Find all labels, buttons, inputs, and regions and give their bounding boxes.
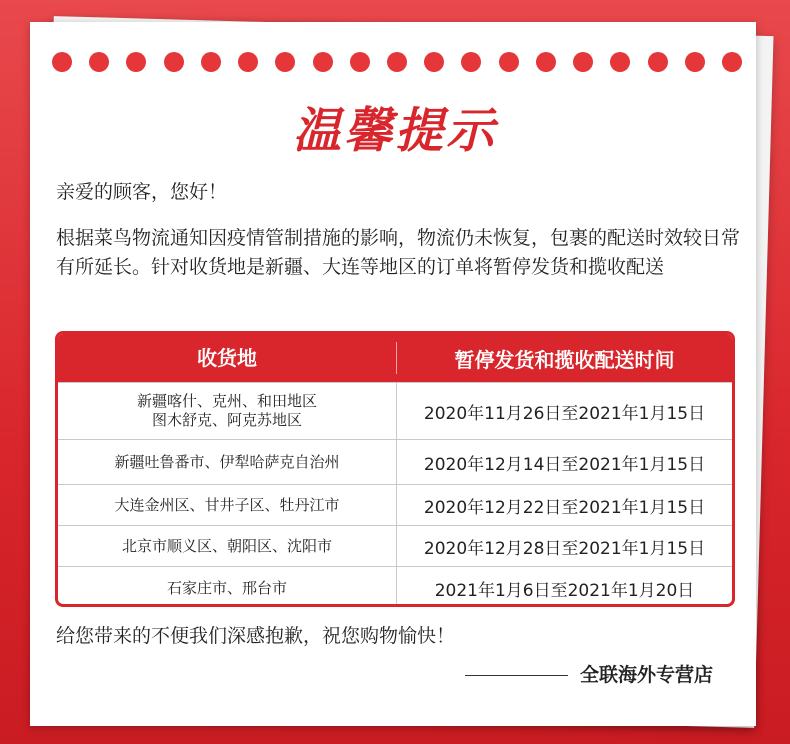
table-row	[58, 525, 732, 566]
binder-hole	[499, 52, 519, 72]
binder-hole	[201, 52, 221, 72]
row-place: 北京市顺义区、朝阳区、沈阳市	[58, 526, 397, 566]
binder-hole	[648, 52, 668, 72]
binder-hole	[610, 52, 630, 72]
row-period: 2020年12月22日至2021年1月15日	[423, 497, 706, 518]
binder-hole	[350, 52, 370, 72]
row-place: 新疆喀什、克州、和田地区 图木舒克、阿克苏地区	[58, 383, 397, 439]
binder-holes	[52, 52, 742, 72]
binder-hole	[313, 52, 333, 72]
suspension-table	[55, 331, 735, 607]
binder-hole	[89, 52, 109, 72]
table-header	[58, 334, 732, 382]
signature-divider	[465, 675, 568, 676]
binder-hole	[685, 52, 705, 72]
binder-hole	[164, 52, 184, 72]
header-period: 暂停发货和揽收配送时间	[454, 347, 675, 372]
header-place: 收货地	[58, 342, 397, 374]
row-period: 2021年1月6日至2021年1月20日	[434, 580, 695, 601]
table-row	[58, 382, 732, 439]
binder-hole	[275, 52, 295, 72]
row-period: 2020年11月26日至2021年1月15日	[423, 403, 706, 424]
table-row	[58, 439, 732, 484]
notice-body: 根据菜鸟物流通知因疫情管制措施的影响，物流仍未恢复，包裹的配送时效较日常有所延长。针对收货地是新疆、大连等地区的订单将暂停发货和揽收配送	[56, 227, 741, 278]
row-place: 新疆吐鲁番市、伊犁哈萨克自治州	[58, 440, 397, 484]
binder-hole	[126, 52, 146, 72]
row-place: 大连金州区、甘井子区、牡丹江市	[58, 485, 397, 525]
binder-hole	[238, 52, 258, 72]
binder-hole	[461, 52, 481, 72]
binder-hole	[573, 52, 593, 72]
binder-hole	[52, 52, 72, 72]
binder-hole	[722, 52, 742, 72]
row-period: 2020年12月28日至2021年1月15日	[423, 538, 706, 559]
row-place: 石家庄市、邢台市	[58, 567, 397, 607]
greeting-text: 亲爱的顾客，您好！	[56, 181, 228, 203]
notice-title: 温馨提示	[292, 103, 497, 159]
row-period: 2020年12月14日至2021年1月15日	[423, 454, 706, 475]
table-row	[58, 484, 732, 525]
closing-text: 给您带来的不便我们深感抱歉，祝您购物愉快！	[56, 625, 456, 647]
binder-hole	[536, 52, 556, 72]
binder-hole	[387, 52, 407, 72]
store-signature: 全联海外专营店	[580, 664, 714, 686]
table-row	[58, 566, 732, 607]
binder-hole	[424, 52, 444, 72]
